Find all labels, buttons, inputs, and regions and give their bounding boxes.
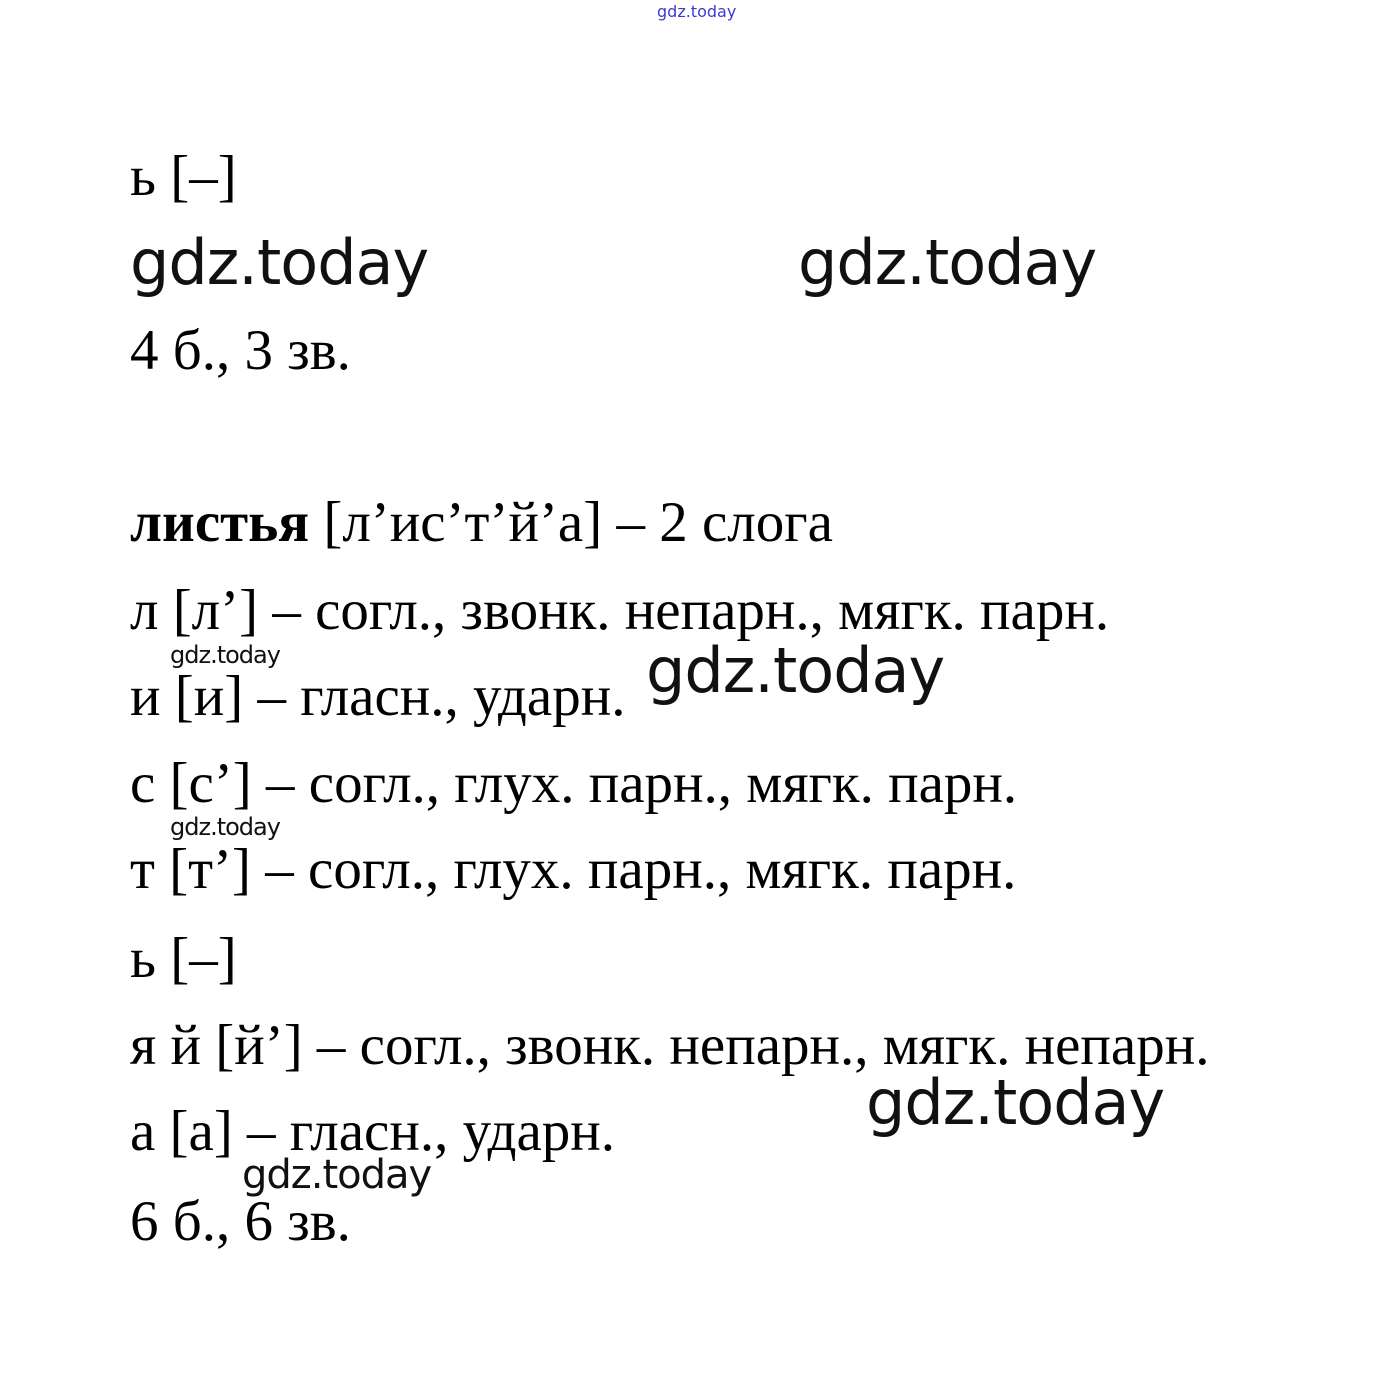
phoneme-line-s: с [с’] – согл., глух. парн., мягк. парн. bbox=[130, 752, 1018, 815]
watermark-big-3: gdz.today bbox=[646, 634, 945, 707]
soft-sign-line: ь [–] bbox=[130, 145, 237, 208]
watermark-small-1: gdz.today bbox=[170, 641, 280, 669]
watermark-small-3: gdz.today bbox=[242, 1152, 432, 1198]
watermark-small-2: gdz.today bbox=[170, 813, 280, 841]
watermark-top: gdz.today bbox=[657, 2, 737, 21]
phoneme-line-t: т [т’] – согл., глух. парн., мягк. парн. bbox=[130, 838, 1017, 901]
phoneme-line-i: и [и] – гласн., ударн. bbox=[130, 665, 626, 728]
word: листья bbox=[130, 491, 310, 554]
word-heading bbox=[130, 491, 833, 554]
letters-sounds-count-1: 4 б., 3 зв. bbox=[130, 319, 351, 382]
word-transcription: [л’ис’т’й’а] – 2 слога bbox=[309, 491, 833, 554]
phoneme-line-l: л [л’] – согл., звонк. непарн., мягк. парн. bbox=[130, 579, 1110, 642]
watermark-big-2: gdz.today bbox=[798, 226, 1097, 299]
phoneme-line-ya: я й [й’] – согл., звонк. непарн., мягк. непарн. bbox=[130, 1014, 1210, 1077]
phoneme-line-a: а [а] – гласн., ударн. bbox=[130, 1100, 616, 1163]
watermark-big-4: gdz.today bbox=[866, 1066, 1165, 1139]
phoneme-line-soft-sign: ь [–] bbox=[130, 927, 237, 990]
watermark-big-1: gdz.today bbox=[130, 226, 429, 299]
letters-sounds-count-2: 6 б., 6 зв. bbox=[130, 1190, 351, 1253]
